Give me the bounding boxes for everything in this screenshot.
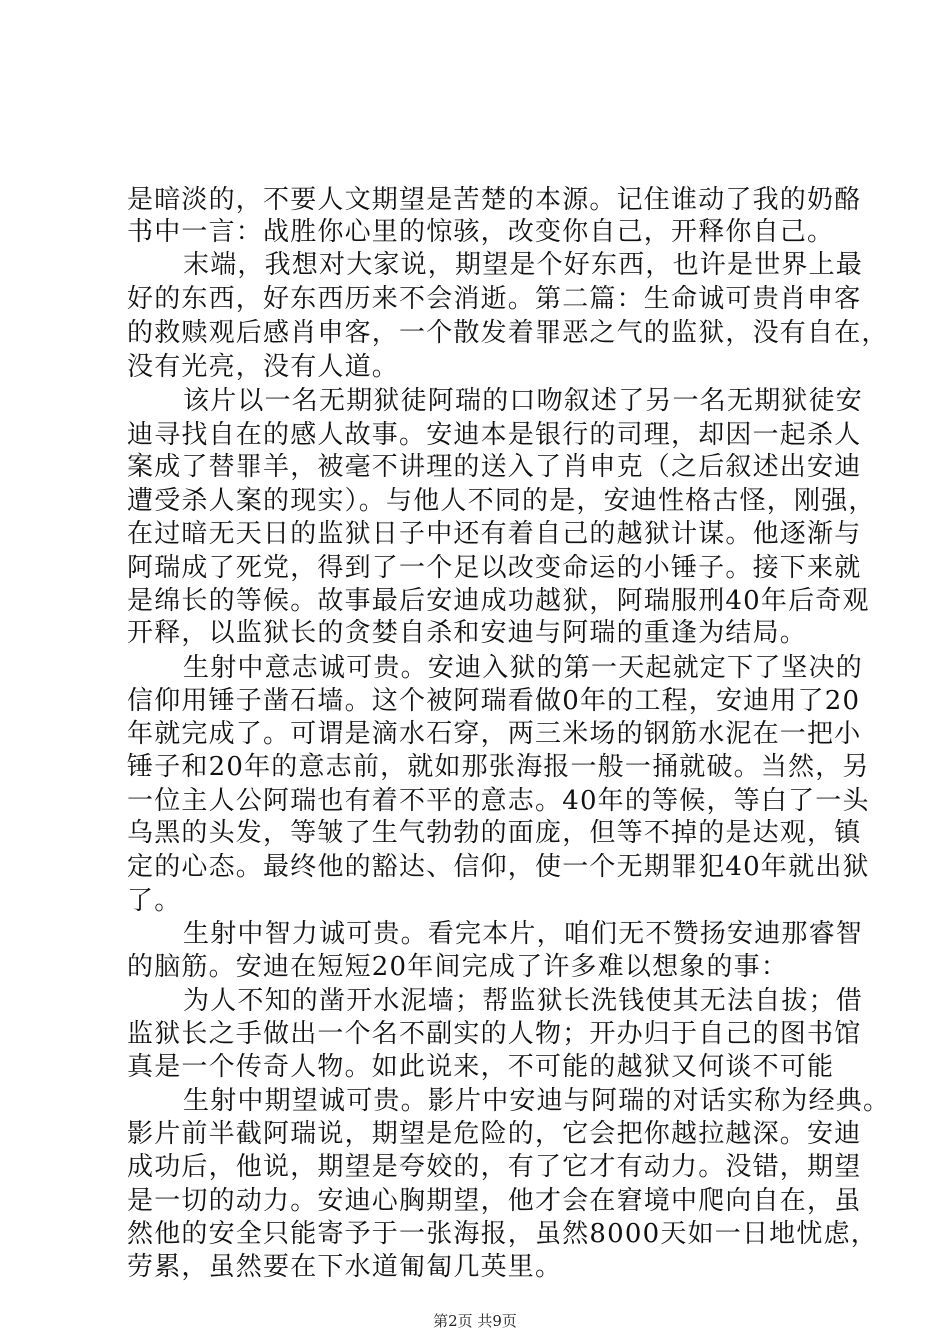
text-line: 迪寻找自在的感人故事。安迪本是银行的司理，却因一起杀人 bbox=[127, 420, 862, 450]
text-line: 锤子和20年的意志前，就如那张海报一般一捅就破。当然，另 bbox=[127, 752, 870, 782]
text-line: 该片以一名无期狱徒阿瑞的口吻叙述了另一名无期狱徒安 bbox=[183, 386, 864, 416]
text-line: 为人不知的凿开水泥墙；帮监狱长洗钱使其无法自拔；借 bbox=[183, 986, 864, 1016]
text-line: 案成了替罪羊，被毫不讲理的送入了肖申克（之后叙述出安迪 bbox=[127, 452, 862, 482]
text-line: 没有光亮，没有人道。 bbox=[127, 352, 400, 382]
text-line: 的救赎观后感肖申客，一个散发着罪恶之气的监狱，没有自在， bbox=[127, 318, 889, 348]
text-line: 成功后，他说，期望是夸姣的，有了它才有动力。没错，期望 bbox=[127, 1152, 862, 1182]
text-line: 遭受杀人案的现实）。与他人不同的是，安迪性格古怪，刚强， bbox=[127, 486, 876, 516]
text-line: 生射中期望诚可贵。影片中安迪与阿瑞的对话实称为经典。 bbox=[183, 1086, 891, 1116]
text-line: 是绵长的等候。故事最后安迪成功越狱，阿瑞服刑40年后奇观 bbox=[127, 586, 870, 616]
text-line: 阿瑞成了死党，得到了一个足以改变命运的小锤子。接下来就 bbox=[127, 553, 862, 583]
text-line: 生射中智力诚可贵。看完本片，咱们无不赞扬安迪那睿智 bbox=[183, 919, 864, 949]
text-line: 影片前半截阿瑞说，期望是危险的，它会把你越拉越深。安迪 bbox=[127, 1119, 862, 1149]
text-line: 定的心态。最终他的豁达、信仰，使一个无期罪犯40年就出狱 bbox=[127, 852, 870, 882]
text-line: 生射中意志诚可贵。安迪入狱的第一天起就定下了坚决的 bbox=[183, 653, 864, 683]
text-line: 书中一言：战胜你心里的惊骇，改变你自己，开释你自己。 bbox=[127, 217, 835, 247]
text-line: 一位主人公阿瑞也有着不平的意志。40年的等候，等白了一头 bbox=[127, 786, 870, 816]
text-line: 是一切的动力。安迪心胸期望，他才会在窘境中爬向自在，虽 bbox=[127, 1186, 862, 1216]
text-line: 好的东西，好东西历来不会消逝。第二篇：生命诚可贵肖申客 bbox=[127, 284, 862, 314]
text-line: 末端，我想对大家说，期望是个好东西，也许是世界上最 bbox=[183, 250, 864, 280]
text-line: 真是一个传奇人物。如此说来，不可能的越狱又何谈不可能 bbox=[127, 1052, 835, 1082]
text-line: 在过暗无天日的监狱日子中还有着自己的越狱计谋。他逐渐与 bbox=[127, 519, 862, 549]
text-line: 然他的安全只能寄予于一张海报，虽然8000天如一日地忧虑， bbox=[127, 1219, 878, 1249]
text-line: 乌黑的头发，等皱了生气勃勃的面庞，但等不掉的是达观，镇 bbox=[127, 818, 862, 848]
text-line: 信仰用锤子凿石墙。这个被阿瑞看做0年的工程，安迪用了20 bbox=[127, 686, 861, 716]
text-line: 的脑筋。安迪在短短20年间完成了许多难以想象的事： bbox=[127, 952, 789, 982]
text-line: 年就完成了。可谓是滴水石穿，两三米场的钢筋水泥在一把小 bbox=[127, 719, 862, 749]
page-footer: 第2页 共9页 bbox=[433, 1312, 517, 1330]
text-line: 劳累，虽然要在下水道匍匐几英里。 bbox=[127, 1252, 563, 1282]
text-line: 是暗淡的，不要人文期望是苦楚的本源。记住谁动了我的奶酪 bbox=[127, 185, 862, 215]
text-line: 了。 bbox=[127, 886, 182, 916]
text-line: 开释，以监狱长的贪婪自杀和安迪与阿瑞的重逢为结局。 bbox=[127, 618, 808, 648]
text-line: 监狱长之手做出一个名不副实的人物；开办归于自己的图书馆 bbox=[127, 1019, 862, 1049]
